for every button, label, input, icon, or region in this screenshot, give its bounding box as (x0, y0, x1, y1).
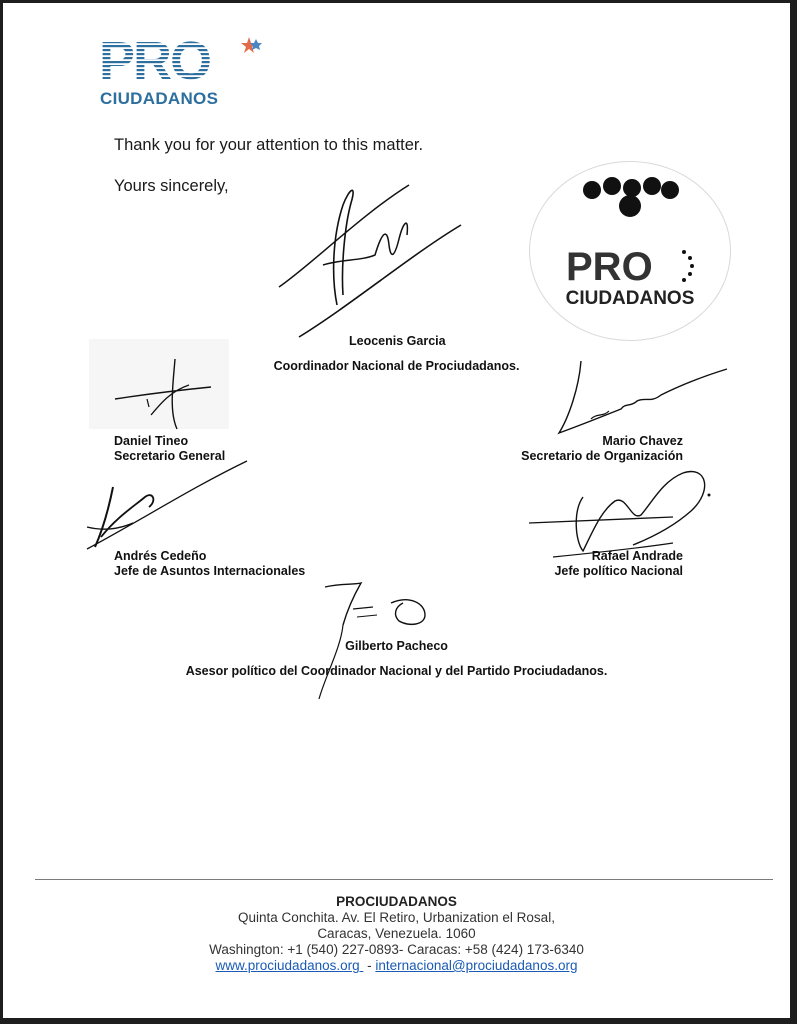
footer-links (3, 958, 790, 974)
seal-subtitle: CIUDADANOS (565, 288, 695, 309)
footer-address-line1: Quinta Conchita. Av. El Retiro, Urbanization el Rosal, (238, 910, 555, 925)
party-seal (529, 161, 731, 341)
signatory-title-left1: Secretario General (114, 449, 226, 463)
people-group-icon (560, 176, 700, 286)
signatory-title-left2: Jefe de Asuntos Internacionales (114, 564, 306, 578)
signatory-title-bottom: Asesor político del Coordinador Nacional y del Partido Prociudadanos. (185, 664, 608, 678)
signature-daniel-tineo (111, 355, 221, 435)
logo-star-icon (241, 37, 262, 53)
signature-mario-chavez (551, 357, 731, 441)
seal-wordmark: PRO (566, 245, 653, 286)
footer-address-line2: Caracas, Venezuela. 1060 (317, 926, 476, 941)
email-link[interactable]: internacional@prociudadanos.org (375, 958, 578, 973)
closing-line: Thank you for your attention to this matter. (114, 136, 424, 154)
prociudadanos-logo (99, 33, 269, 90)
signatory-name-right1: Mario Chavez (602, 434, 683, 448)
signature-andres-cedeno (83, 457, 253, 557)
signatory-title-main: Coordinador Nacional de Prociudadanos. (273, 359, 520, 373)
footer-divider (35, 879, 773, 880)
website-link[interactable]: www.prociudadanos.org (215, 958, 364, 973)
logo-wordmark: PRO (99, 33, 211, 85)
signature-leocenis-garcia (271, 175, 471, 343)
signatory-title-right1: Secretario de Organización (521, 449, 683, 463)
signatory-name-right2: Rafael Andrade (591, 549, 683, 563)
footer-org-name: PROCIUDADANOS (336, 894, 457, 909)
signatory-title-right2: Jefe político Nacional (554, 564, 683, 578)
signatory-name-left1: Daniel Tineo (114, 434, 189, 448)
seal-stars-icon (682, 250, 694, 282)
letter-page (3, 3, 790, 1018)
footer-phones: Washington: +1 (540) 227-0893- Caracas: +58 (424) 173-6340 (209, 942, 584, 957)
footer-link-separator: - (363, 958, 376, 973)
signatory-name-bottom: Gilberto Pacheco (345, 639, 448, 653)
signatory-name-left2: Andrés Cedeño (114, 549, 207, 563)
signatory-name-main: Leocenis Garcia (349, 334, 446, 348)
salutation: Yours sincerely, (114, 177, 229, 195)
logo-subtitle: CIUDADANOS (100, 89, 219, 108)
